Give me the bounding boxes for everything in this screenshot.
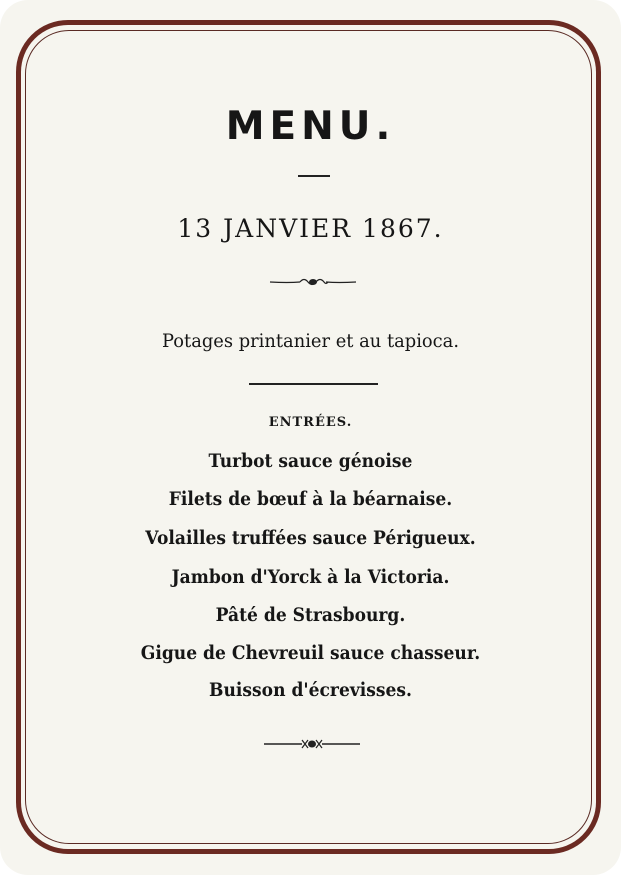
ornament-divider-bottom	[262, 736, 362, 752]
ornament-divider-top	[268, 274, 358, 290]
menu-item: Buisson d'écrevisses.	[209, 679, 412, 701]
inner-border	[25, 30, 592, 844]
menu-title: MENU.	[225, 104, 396, 149]
menu-item: Volailles truffées sauce Périgueux.	[145, 527, 476, 549]
title-underline	[298, 175, 330, 177]
menu-date: 13 JANVIER 1867.	[177, 214, 444, 243]
menu-item: Filets de bœuf à la béarnaise.	[168, 488, 453, 510]
menu-item: Turbot sauce génoise	[208, 450, 413, 472]
menu-item: Pâté de Strasbourg.	[215, 604, 406, 626]
soup-course: Potages printanier et au tapioca.	[161, 330, 460, 352]
menu-item: Jambon d'Yorck à la Victoria.	[171, 566, 450, 588]
menu-item: Gigue de Chevreuil sauce chasseur.	[140, 642, 481, 664]
soup-divider	[249, 383, 378, 385]
entrees-heading: ENTRÉES.	[268, 415, 353, 430]
